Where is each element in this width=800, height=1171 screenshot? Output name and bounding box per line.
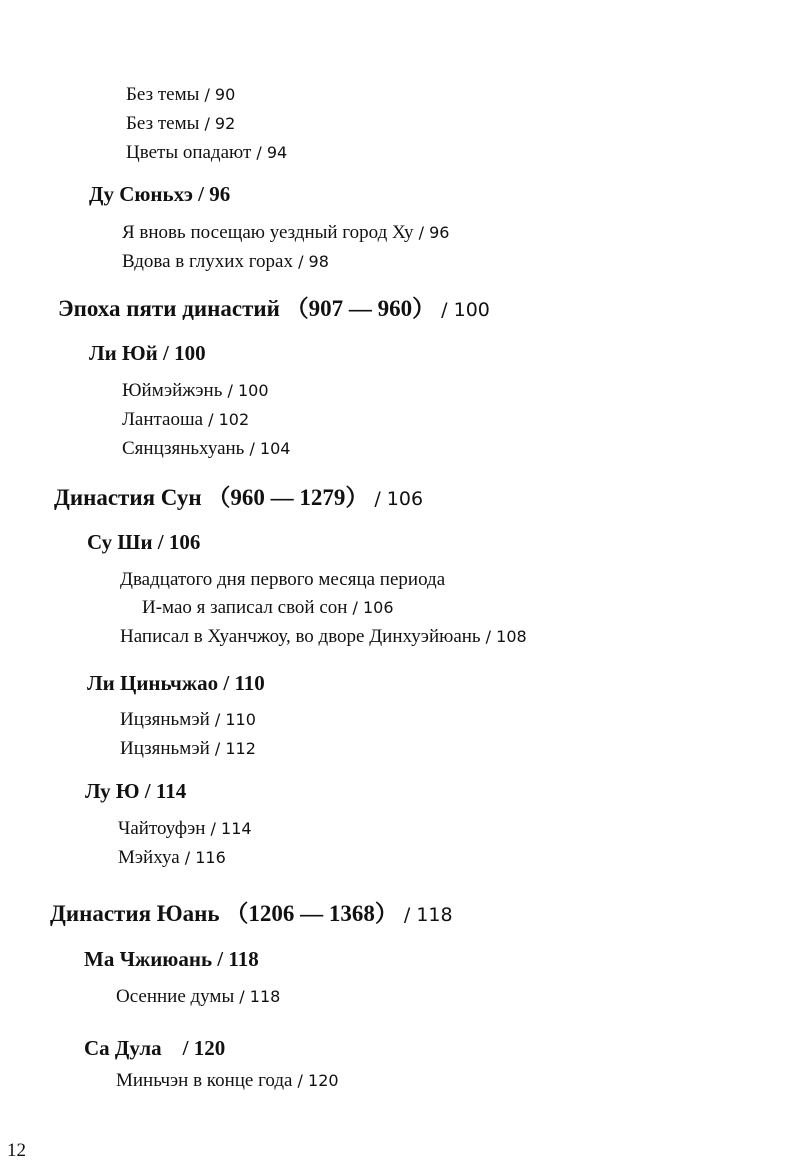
author-name: Ли Циньчжао / 110 xyxy=(87,671,265,695)
toc-poem xyxy=(120,626,527,648)
toc-poem xyxy=(122,251,329,273)
author-name: Су Ши / 106 xyxy=(87,530,201,554)
page-ref: / 118 xyxy=(397,904,453,926)
page-ref: / 110 xyxy=(209,710,256,729)
page-ref: / 108 xyxy=(480,627,527,646)
poem-title: Написал в Хуанчжоу, во дворе Динхуэйюань xyxy=(120,626,481,647)
author-name: Ма Чжиюань / 118 xyxy=(84,947,259,971)
page-ref: / 118 xyxy=(234,987,281,1006)
poem-title: Ицзяньмэй xyxy=(120,738,210,759)
author-name: Лу Ю / 114 xyxy=(85,779,187,803)
poem-title: Чайтоуфэн xyxy=(118,818,206,839)
toc-poem-continuation xyxy=(142,597,394,619)
toc-poem xyxy=(126,142,287,164)
toc-poem xyxy=(122,409,249,431)
poem-title: Двадцатого дня первого месяца периода xyxy=(120,569,446,590)
poem-title: Юймэйжэнь xyxy=(122,380,223,401)
toc-poem xyxy=(118,818,252,840)
toc-poem xyxy=(122,222,449,244)
toc-poem xyxy=(116,1070,339,1092)
poem-title: Миньчэн в конце года xyxy=(116,1070,293,1091)
page-ref: / 96 xyxy=(413,223,450,242)
toc-poem xyxy=(118,847,226,869)
poem-title: Лантаоша xyxy=(122,409,204,430)
page-ref: / 116 xyxy=(179,848,226,867)
page-number: 12 xyxy=(7,1140,26,1161)
page-ref: / 102 xyxy=(203,410,250,429)
toc-dynasty xyxy=(58,290,490,323)
toc-poem xyxy=(126,84,235,106)
toc-author xyxy=(84,1032,225,1062)
toc-author xyxy=(89,182,230,207)
toc-poem xyxy=(122,438,290,460)
toc-dynasty xyxy=(50,895,453,928)
page-ref: / 90 xyxy=(199,85,236,104)
dynasty-title: Эпоха пяти династий （907 — 960） xyxy=(58,296,436,321)
page-ref: / 120 xyxy=(292,1071,339,1090)
toc-poem xyxy=(120,738,256,760)
toc-author xyxy=(87,671,265,696)
poem-title: Мэйхуа xyxy=(118,847,180,868)
toc-author xyxy=(87,530,200,555)
author-name: Ду Сюньхэ / 96 xyxy=(89,182,231,206)
poem-title: Без темы xyxy=(126,113,200,134)
poem-title: И-мао я записал свой сон xyxy=(142,597,348,618)
poem-title: Я вновь посещаю уездный город Ху xyxy=(122,222,414,243)
page-ref: / 100 xyxy=(435,299,490,321)
toc-author xyxy=(85,779,186,804)
toc-poem xyxy=(120,709,256,731)
page-ref: / 114 xyxy=(205,819,252,838)
page-ref: / 92 xyxy=(199,114,236,133)
dynasty-title: Династия Сун （960 — 1279） xyxy=(54,485,369,510)
author-name: Са Дула / 120 xyxy=(84,1036,226,1060)
toc-poem xyxy=(122,380,269,402)
page-ref: / 106 xyxy=(368,488,424,510)
author-name: Ли Юй / 100 xyxy=(89,341,206,365)
toc-poem xyxy=(120,569,445,591)
poem-title: Осенние думы xyxy=(116,986,235,1007)
page-ref: / 94 xyxy=(251,143,288,162)
page-ref: / 104 xyxy=(244,439,291,458)
page-ref: / 98 xyxy=(292,252,329,271)
page-ref: / 100 xyxy=(222,381,269,400)
toc-poem xyxy=(116,986,280,1008)
poem-title: Вдова в глухих горах xyxy=(122,251,293,272)
dynasty-title: Династия Юань （1206 — 1368） xyxy=(50,901,398,926)
page-ref: / 106 xyxy=(347,598,394,617)
poem-title: Ицзяньмэй xyxy=(120,709,210,730)
toc-poem xyxy=(126,113,235,135)
poem-title: Сянцзяньхуань xyxy=(122,438,245,459)
toc-author xyxy=(89,341,206,366)
poem-title: Цветы опадают xyxy=(126,142,252,163)
page-ref: / 112 xyxy=(209,739,256,758)
poem-title: Без темы xyxy=(126,84,200,105)
toc-dynasty xyxy=(54,479,423,512)
toc-author xyxy=(84,947,259,972)
